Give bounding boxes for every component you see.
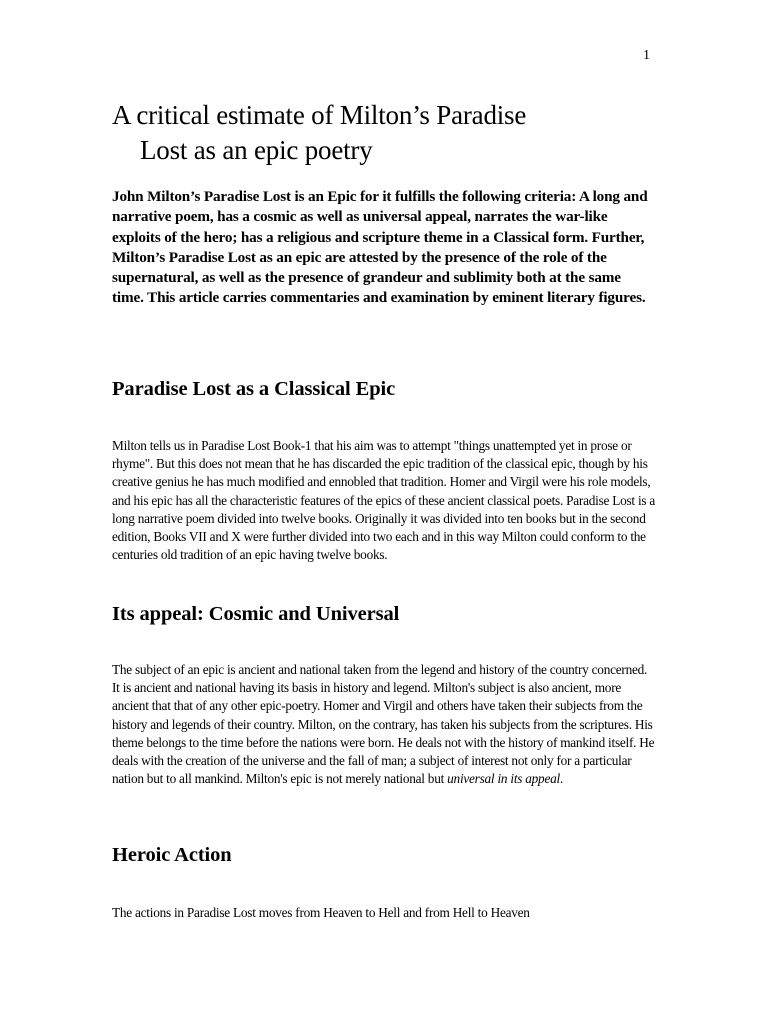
section-body-cosmic-appeal [112, 661, 656, 788]
section-body-cosmic-appeal-end: . [559, 771, 564, 787]
section-heading-classical-epic: Paradise Lost as a Classical Epic [112, 378, 396, 400]
page-number: 1 [643, 48, 650, 63]
section-body-heroic-action: The actions in Paradise Lost moves from Heaven to Hell and from Hell to Heaven [112, 905, 530, 920]
section-body-cosmic-appeal-text: The subject of an epic is ancient and national taken from the legend and history of the country concerned. It is ancient and national having its basis in history and legend. Milton's subject is also ancient, more ancient that that of any other epic-poetry. Homer and Virgil and others have taken their subjects from the history and legends of their country. Milton, on the contrary, has taken his subjects from the scriptures. His theme belongs to the time before the nations were born. He deals not with the history of mankind itself. He deals with the creation of the universe and the fall of man; a subject of interest not only for a particular nation but to all mankind. Milton's epic is not merely national but [112, 662, 655, 787]
document-title [112, 98, 672, 168]
section-heading-heroic-action: Heroic Action [112, 844, 232, 866]
section-heading-cosmic-appeal: Its appeal: Cosmic and Universal [112, 603, 400, 625]
emphasis-universal-appeal: universal in its appeal [447, 771, 560, 787]
title-line-2: Lost as an epic poetry [140, 135, 373, 165]
title-line-1: A critical estimate of Milton’s Paradise [112, 100, 527, 130]
section-body-classical-epic: Milton tells us in Paradise Lost Book-1 that his aim was to attempt "things unattempted yet in prose or rhyme". But this does not mean that he has discarded the epic tradition of the classical epic, though by his creative genius he has much modified and ennobled that tradition. Homer and Virgil were his role models, and his epic has all the characteristic features of the epics of these ancient classical poets. Paradise Lost is a long narrative poem divided into twelve books. Originally it was divided into ten books but in the second edition, Books VII and X were further divided into two each and in this way Milton could conform to the centuries old tradition of an epic having twelve books. [112, 438, 656, 563]
intro-paragraph: John Milton’s Paradise Lost is an Epic for it fulfills the following criteria: A long and narrative poem, has a cosmic as well as universal appeal, narrates the war-like exploits of the hero; has a religious and scripture theme in a Classical form. Further, Milton’s Paradise Lost as an epic are attested by the presence of the role of the supernatural, as well as the presence of grandeur and sublimity both at the same time. This article carries commentaries and examination by eminent literary figures. [112, 188, 648, 307]
